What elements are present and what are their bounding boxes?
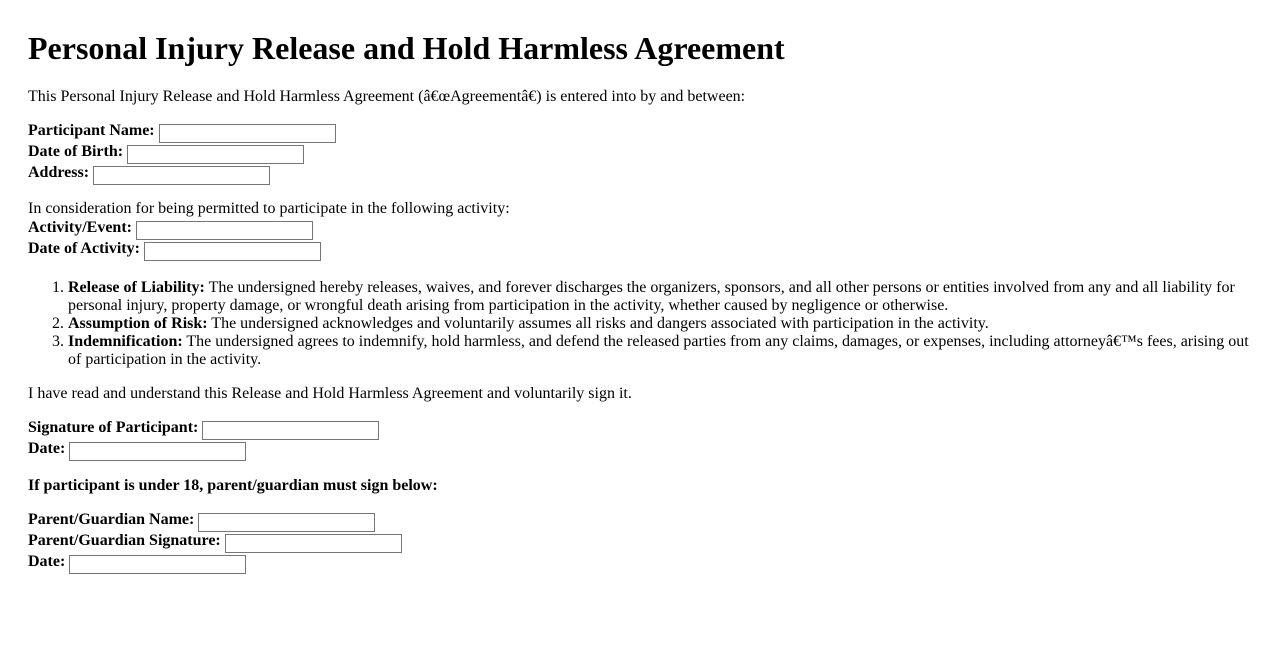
participant-signature-input[interactable] bbox=[202, 421, 379, 440]
guardian-signature-input[interactable] bbox=[225, 534, 402, 553]
participant-name-input[interactable] bbox=[159, 124, 336, 143]
page-title: Personal Injury Release and Hold Harmless Agreement bbox=[28, 30, 785, 66]
participant-section bbox=[28, 122, 1250, 185]
guardian-signature-row bbox=[28, 532, 1250, 553]
guardian-name-label: Parent/Guardian Name: bbox=[28, 511, 195, 528]
participant-name-row bbox=[28, 122, 1250, 143]
date-of-birth-input[interactable] bbox=[127, 145, 304, 164]
participant-signature-label: Signature of Participant: bbox=[28, 419, 199, 436]
participant-date-row bbox=[28, 440, 1250, 461]
guardian-section bbox=[28, 511, 1250, 574]
acknowledgement-text: I have read and understand this Release and Hold Harmless Agreement and voluntarily sign it. bbox=[28, 385, 632, 402]
clause-text: The undersigned hereby releases, waives, and forever discharges the organizers, sponsors, and all other persons or entities involved from any and all liability for personal injury, property damage, or wrongful death arising from participation in the activity, whether caused by negligence or otherwise. bbox=[68, 279, 1235, 314]
activity-event-label: Activity/Event: bbox=[28, 219, 132, 236]
guardian-date-label: Date: bbox=[28, 553, 66, 570]
address-row bbox=[28, 164, 1250, 185]
consideration-text: In consideration for being permitted to participate in the following activity: bbox=[28, 200, 510, 217]
clause-text: The undersigned agrees to indemnify, hold harmless, and defend the released parties from any claims, damages, or expenses, including attorneyâ€™s fees, arising out of participation in the activity. bbox=[68, 333, 1249, 368]
guardian-date-row bbox=[28, 553, 1250, 574]
clause-release-of-liability bbox=[68, 279, 1250, 315]
clause-heading: Indemnification: bbox=[68, 333, 183, 350]
participant-date-input[interactable] bbox=[69, 442, 246, 461]
participant-date-label: Date: bbox=[28, 440, 66, 457]
participant-signature-section bbox=[28, 419, 1250, 461]
clause-indemnification bbox=[68, 333, 1250, 369]
clause-heading: Assumption of Risk: bbox=[68, 315, 208, 332]
clause-heading: Release of Liability: bbox=[68, 279, 205, 296]
guardian-date-input[interactable] bbox=[69, 555, 246, 574]
participant-signature-row bbox=[28, 419, 1250, 440]
minor-notice: If participant is under 18, parent/guardian must sign below: bbox=[28, 477, 438, 494]
participant-name-label: Participant Name: bbox=[28, 122, 155, 139]
date-of-birth-label: Date of Birth: bbox=[28, 143, 124, 160]
date-of-birth-row bbox=[28, 143, 1250, 164]
date-of-activity-label: Date of Activity: bbox=[28, 240, 140, 257]
clauses-list bbox=[28, 279, 1250, 369]
guardian-signature-label: Parent/Guardian Signature: bbox=[28, 532, 221, 549]
activity-event-input[interactable] bbox=[136, 221, 313, 240]
clause-text: The undersigned acknowledges and voluntarily assumes all risks and dangers associated with participation in the activity. bbox=[207, 315, 989, 332]
activity-section bbox=[28, 219, 1250, 261]
guardian-name-row bbox=[28, 511, 1250, 532]
guardian-name-input[interactable] bbox=[198, 513, 375, 532]
intro-paragraph: This Personal Injury Release and Hold Harmless Agreement (â€œAgreementâ€) is entered into by and between: bbox=[28, 88, 746, 105]
address-label: Address: bbox=[28, 164, 90, 181]
address-input[interactable] bbox=[93, 166, 270, 185]
date-of-activity-row bbox=[28, 240, 1250, 261]
date-of-activity-input[interactable] bbox=[144, 242, 321, 261]
clause-assumption-of-risk bbox=[68, 315, 1250, 333]
activity-event-row bbox=[28, 219, 1250, 240]
